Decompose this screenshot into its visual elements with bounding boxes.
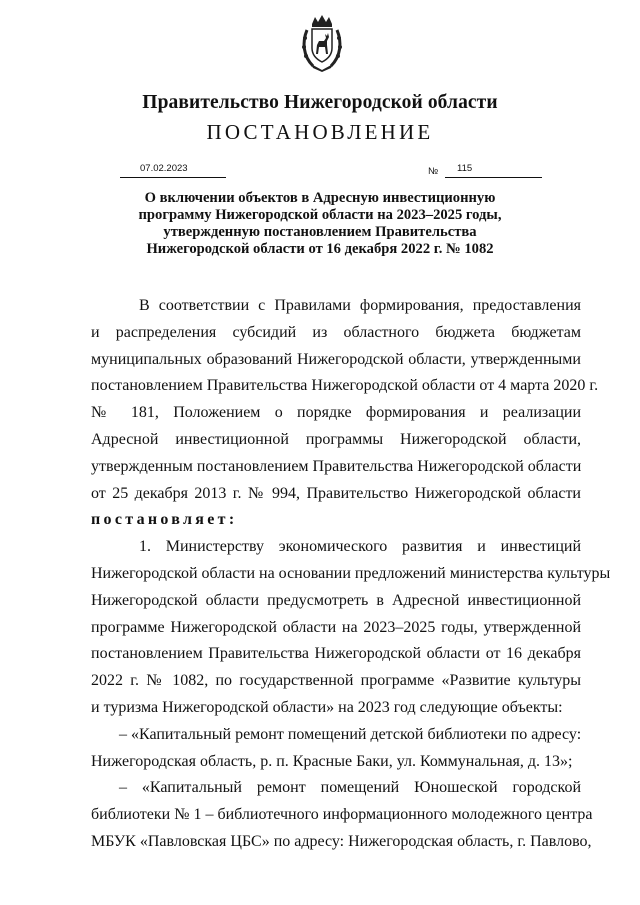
item-1-line: 2022 г. № 1082, по государственной программе «Развитие культуры bbox=[91, 672, 581, 690]
heading-line: О включении объектов в Адресную инвестиционную bbox=[144, 190, 496, 206]
item-1-line: программе Нижегородской области на 2023–2025 годы, утвержденной bbox=[91, 618, 581, 636]
item-1-line: 1. Министерству экономического развития и инвестиций bbox=[139, 538, 581, 556]
document-date: 07.02.2023 bbox=[140, 163, 188, 174]
preamble-line: Адресной инвестиционной программы Нижегородской области, bbox=[91, 430, 581, 448]
document-body bbox=[91, 293, 611, 856]
number-field bbox=[445, 164, 542, 178]
heading-line: Нижегородской области от 16 декабря 2022 г. № 1082 bbox=[146, 241, 494, 257]
item-1-line: постановлением Правительства Нижегородской области от 16 декабря bbox=[91, 645, 581, 663]
preamble-line: постановлением Правительства Нижегородской области от 4 марта 2020 г. bbox=[91, 377, 599, 395]
preamble-line: от 25 декабря 2013 г. № 994, Правительство Нижегородской области bbox=[91, 484, 581, 502]
document-heading bbox=[120, 190, 520, 258]
date-field bbox=[120, 164, 226, 178]
coat-of-arms-emblem bbox=[300, 14, 344, 72]
resolves-word: постановляет: bbox=[91, 511, 238, 529]
preamble-line: № 181, Положением о порядке формирования и реализации bbox=[91, 404, 581, 422]
object-1-line: Нижегородская область, р. п. Красные Баки, ул. Коммунальная, д. 13»; bbox=[91, 752, 573, 770]
document-number: 115 bbox=[457, 163, 473, 174]
object-2-line: МБУК «Павловская ЦБС» по адресу: Нижегородская область, г. Павлово, bbox=[91, 832, 592, 850]
item-1-line: Нижегородской области предусмотреть в Адресной инвестиционной bbox=[91, 591, 581, 609]
item-1-line: Нижегородской области на основании предложений министерства культуры bbox=[91, 564, 611, 582]
document-type: ПОСТАНОВЛЕНИЕ bbox=[206, 120, 434, 144]
object-2-line: библиотеки № 1 – библиотечного информационного молодежного центра bbox=[91, 806, 593, 824]
heading-line: утвержденную постановлением Правительства bbox=[163, 224, 477, 240]
item-1-line: и туризма Нижегородской области» на 2023 год следующие объекты: bbox=[91, 698, 563, 716]
preamble-line: утвержденным постановлением Правительства Нижегородской области bbox=[91, 457, 582, 475]
heading-line: программу Нижегородской области на 2023–2025 годы, bbox=[138, 207, 502, 223]
preamble-line: В соответствии с Правилами формирования, предоставления bbox=[139, 297, 581, 314]
object-2-line: – «Капитальный ремонт помещений Юношеской городской bbox=[119, 779, 581, 797]
organization-title: Правительство Нижегородской области bbox=[142, 92, 498, 113]
preamble-line: и распределения субсидий из областного бюджета бюджетам bbox=[91, 323, 581, 341]
object-1-line: – «Капитальный ремонт помещений детской библиотеки по адресу: bbox=[119, 725, 582, 743]
number-sign: № bbox=[428, 166, 439, 177]
preamble-line: муниципальных образований Нижегородской области, утвержденными bbox=[91, 350, 581, 368]
